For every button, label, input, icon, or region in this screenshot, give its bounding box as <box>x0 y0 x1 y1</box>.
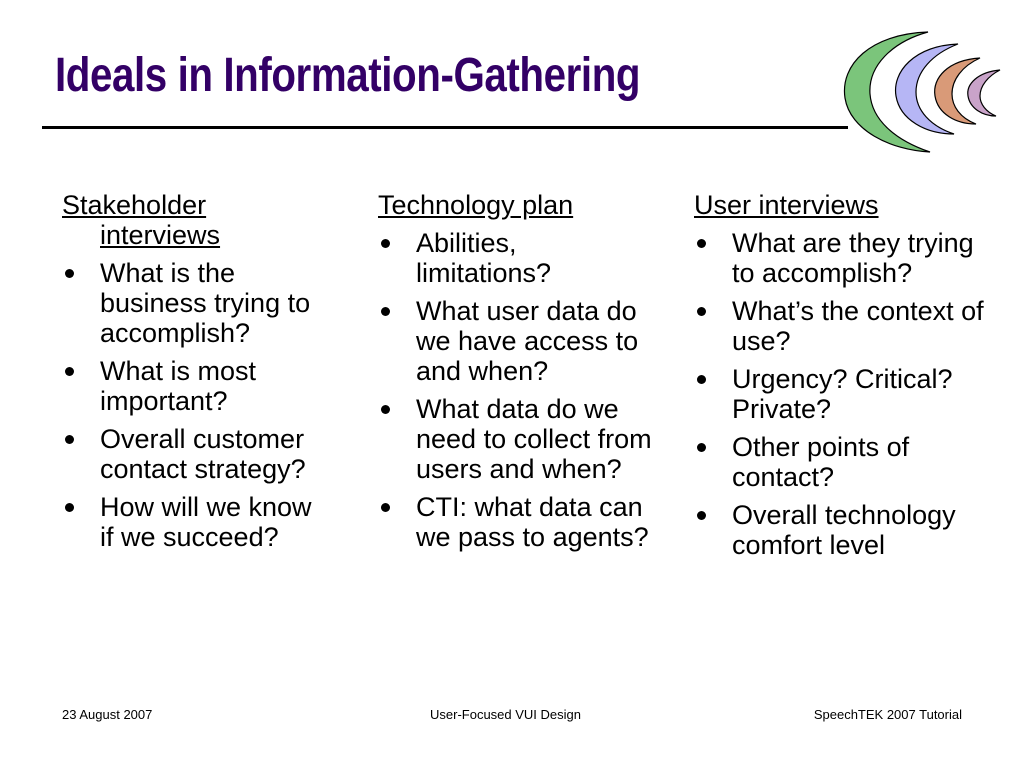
bullet-text: Overall technology comfort level <box>732 500 956 560</box>
bullet-text: What is the business trying to accomplish? <box>100 258 311 348</box>
bullet-item <box>62 492 332 552</box>
bullet-list <box>62 258 332 552</box>
bullet-dot-icon <box>697 307 706 316</box>
bullet-text: Abilities, limitations? <box>416 228 552 288</box>
bullet-dot-icon <box>381 307 390 316</box>
bullet-text: What is most important? <box>100 356 257 416</box>
bullet-dot-icon <box>381 405 390 414</box>
bullet-item <box>378 228 658 288</box>
bullet-dot-icon <box>65 367 74 376</box>
arc-pink <box>968 70 1000 116</box>
bullet-text: What’s the context of use? <box>732 296 984 356</box>
bullet-item <box>694 364 994 424</box>
bullet-item <box>694 296 994 356</box>
crescent-arcs-logo <box>840 30 1010 155</box>
bullet-item <box>62 424 332 484</box>
bullet-dot-icon <box>697 443 706 452</box>
bullet-text: How will we know if we succeed? <box>100 492 312 552</box>
column-heading: Stakeholder interviews <box>62 190 221 250</box>
title-underline-rule <box>42 126 848 129</box>
bullet-item <box>378 296 658 386</box>
bullet-text: CTI: what data can we pass to agents? <box>416 492 649 552</box>
bullet-text: What data do we need to collect from users and when? <box>416 394 652 484</box>
footer-date: 23 August 2007 <box>62 707 153 722</box>
bullet-text: What user data do we have access to and when? <box>416 296 639 386</box>
bullet-dot-icon <box>381 503 390 512</box>
bullet-item <box>62 258 332 348</box>
bullet-item <box>378 492 658 552</box>
bullet-dot-icon <box>65 503 74 512</box>
column-technology-plan <box>378 190 658 560</box>
bullet-list <box>378 228 658 552</box>
column-heading: User interviews <box>694 190 879 220</box>
bullet-dot-icon <box>381 239 390 248</box>
bullet-dot-icon <box>65 269 74 278</box>
bullet-item <box>378 394 658 484</box>
slide-title: Ideals in Information-Gathering <box>55 49 641 102</box>
bullet-text: Other points of contact? <box>732 432 910 492</box>
bullet-dot-icon <box>697 375 706 384</box>
arc-green <box>844 32 930 152</box>
bullet-dot-icon <box>697 239 706 248</box>
bullet-item <box>62 356 332 416</box>
bullet-item <box>694 228 994 288</box>
bullet-dot-icon <box>65 435 74 444</box>
footer-center-text: User-Focused VUI Design <box>430 707 581 722</box>
column-heading: Technology plan <box>378 190 574 220</box>
footer-right-text: SpeechTEK 2007 Tutorial <box>813 707 962 722</box>
bullet-list <box>694 228 994 560</box>
bullet-text: What are they trying to accomplish? <box>732 228 974 288</box>
bullet-item <box>694 432 994 492</box>
bullet-dot-icon <box>697 511 706 520</box>
column-stakeholder-interviews <box>62 190 332 560</box>
bullet-text: Overall customer contact strategy? <box>100 424 306 484</box>
bullet-text: Urgency? Critical? Private? <box>732 364 953 424</box>
column-user-interviews <box>694 190 994 568</box>
bullet-item <box>694 500 994 560</box>
